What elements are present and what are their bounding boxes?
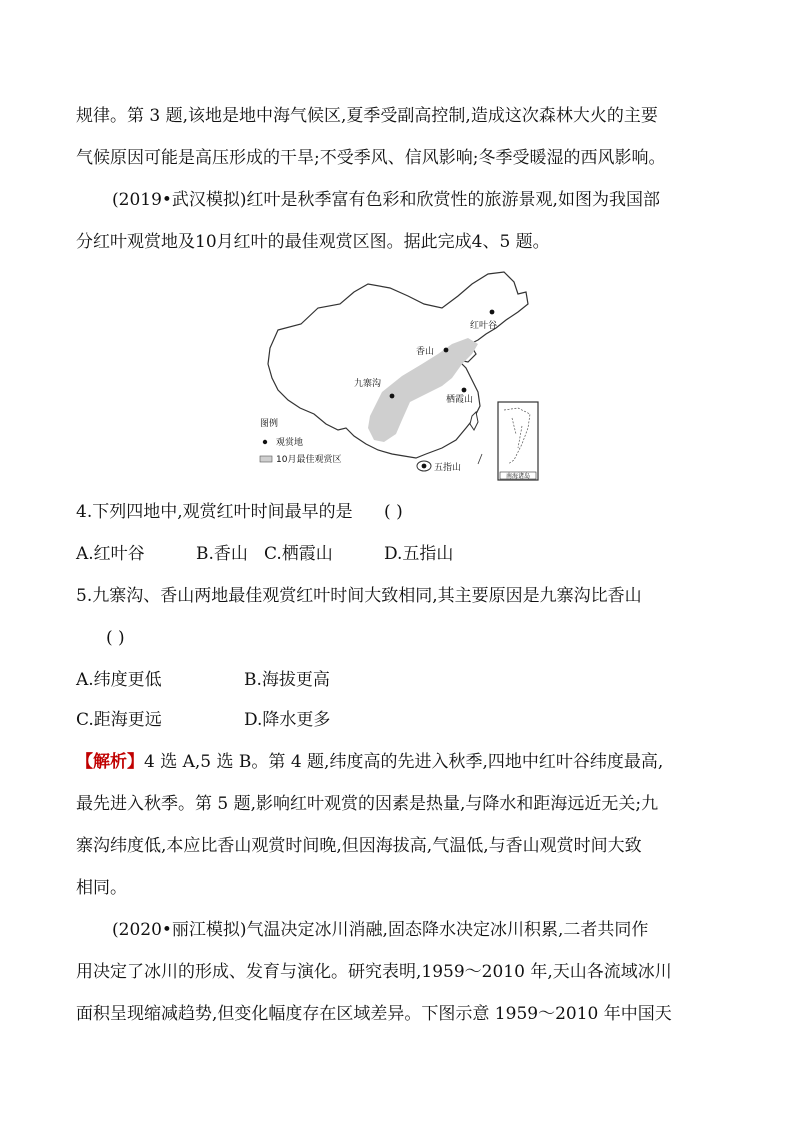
q5-option-a[interactable]: A.纬度更低	[76, 670, 162, 690]
label-hongyegu: 红叶谷	[470, 321, 498, 331]
label-wuzhishan: 五指山	[434, 463, 462, 473]
point-xiangshan	[444, 348, 449, 353]
inset-frame	[498, 402, 538, 480]
para1-line2: 气候原因可能是高压形成的干旱;不受季风、信风影响;冬季受暖湿的西风影响。	[76, 148, 666, 168]
intro2-line2: 用决定了冰川的形成、发育与演化。研究表明,1959～2010 年,天山各流域冰川	[76, 962, 672, 982]
analysis-line1-text: 4 选 A,5 选 B。第 4 题,纬度高的先进入秋季,四地中红叶谷纬度最高,	[144, 752, 664, 772]
point-jiuzhaigou	[390, 394, 395, 399]
inset-label: 南海诸岛	[505, 473, 531, 480]
analysis-line3: 寨沟纬度低,本应比香山观赏时间晚,但因海拔高,气温低,与香山观赏时间大致	[76, 836, 642, 856]
point-hongyegu	[490, 310, 495, 315]
label-qixiashan: 栖霞山	[446, 395, 474, 405]
legend-point-label: 观赏地	[276, 438, 304, 448]
q4-option-d[interactable]: D.五指山	[384, 544, 454, 564]
point-qixiashan	[462, 388, 467, 393]
label-jiuzhaigou: 九寨沟	[354, 379, 382, 389]
analysis-tag: 【解析】	[76, 752, 144, 772]
analysis-line2: 最先进入秋季。第 5 题,影响红叶观赏的因素是热量,与降水和距海远近无关;九	[76, 794, 659, 814]
para1-line1: 规律。第 3 题,该地是地中海气候区,夏季受副高控制,造成这次森林大火的主要	[76, 106, 658, 126]
q4-stem-text: 4.下列四地中,观赏红叶时间最早的是	[76, 502, 353, 522]
q5-option-b[interactable]: B.海拔更高	[244, 670, 330, 690]
q4-option-b[interactable]: B.香山	[196, 544, 248, 564]
legend-area-icon	[260, 456, 272, 462]
intro2-line1: (2020•丽江模拟)气温决定冰川消融,固态降水决定冰川积累,二者共同作	[112, 920, 649, 940]
point-wuzhishan	[422, 464, 427, 469]
label-xiangshan: 香山	[416, 347, 435, 357]
analysis-line4: 相同。	[76, 878, 127, 898]
china-red-leaves-map	[256, 268, 546, 490]
q5-stem: 5.九寨沟、香山两地最佳观赏红叶时间大致相同,其主要原因是九寨沟比香山	[76, 586, 642, 606]
legend-title: 图例	[260, 419, 279, 429]
legend-area-label: 10月最佳观赏区	[276, 455, 342, 465]
q4-option-a[interactable]: A.红叶谷	[76, 544, 145, 564]
q4-option-c[interactable]: C.栖霞山	[264, 544, 333, 564]
intro1-line1: (2019•武汉模拟)红叶是秋季富有色彩和欣赏性的旅游景观,如图为我国部	[112, 190, 660, 210]
intro2-line3: 面积呈现缩减趋势,但变化幅度存在区域差异。下图示意 1959～2010 年中国天	[76, 1004, 672, 1024]
legend-point-icon	[263, 440, 267, 444]
q4-stem	[76, 500, 403, 524]
q5-option-c[interactable]: C.距海更远	[76, 710, 162, 730]
q5-bracket: ( )	[106, 628, 125, 648]
q5-option-d[interactable]: D.降水更多	[244, 710, 331, 730]
q4-bracket: ( )	[384, 502, 403, 522]
analysis-line1	[76, 750, 663, 774]
intro1-line2: 分红叶观赏地及10月红叶的最佳观赏区图。据此完成4、5 题。	[76, 232, 550, 252]
china-outline	[268, 272, 528, 458]
